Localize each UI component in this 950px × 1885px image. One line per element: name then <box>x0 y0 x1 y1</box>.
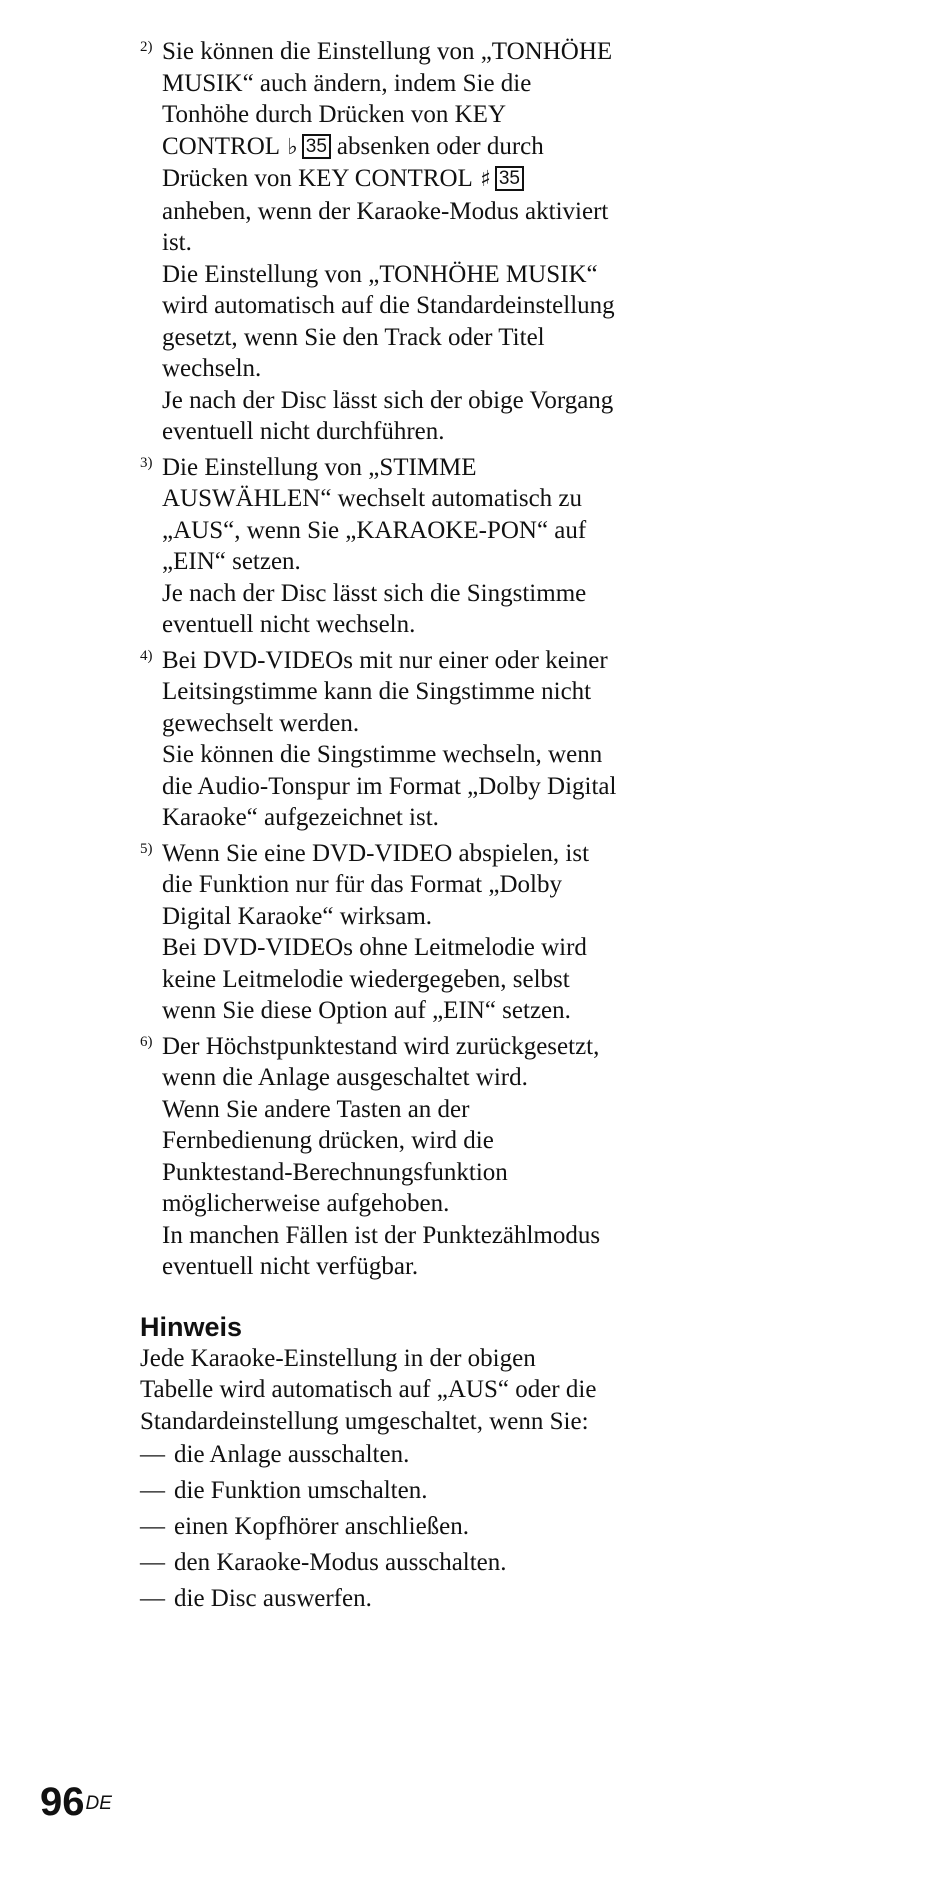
dash-bullet: — <box>140 1513 165 1540</box>
footnote-4 <box>140 645 700 834</box>
footnote-paragraph: Wenn Sie andere Tasten an der Fernbedienung drücken, wird die Punktestand-Berechnungsfunktion möglicherweise aufgehoben. <box>162 1095 508 1217</box>
footnote-marker: 5) <box>140 840 153 857</box>
page-language-suffix: DE <box>85 1793 112 1814</box>
note-list <box>140 1437 700 1617</box>
footnote-3 <box>140 452 700 641</box>
footnote-paragraph: Die Einstellung von „STIMME AUSWÄHLEN“ wechselt automatisch zu „AUS“, wenn Sie „KARAOKE-PON“ auf „EIN“ setzen. <box>162 453 587 575</box>
footnote-paragraph: In manchen Fällen ist der Punktezählmodus eventuell nicht verfügbar. <box>162 1221 601 1280</box>
dash-bullet: — <box>140 1441 165 1468</box>
list-item: — die Funktion umschalten. <box>140 1473 700 1509</box>
dash-bullet: — <box>140 1477 165 1504</box>
button-number-badge: 35 <box>302 134 331 159</box>
note-heading: Hinweis <box>140 1311 243 1342</box>
button-number-badge: 35 <box>495 166 524 191</box>
footnote-marker: 4) <box>140 647 153 664</box>
list-item: — die Anlage ausschalten. <box>140 1437 700 1473</box>
footnote-paragraph: Der Höchstpunktestand wird zurückgesetzt, wenn die Anlage ausgeschaltet wird. <box>162 1032 600 1091</box>
footnote-paragraph: Sie können die Einstellung von „TONHÖHE MUSIK“ auch ändern, indem Sie die Tonhöhe durch Drücken von KEY CONTROL ♭ 35 absenken oder durch Drücken von KEY CONTROL ♯ 35 anheben, wenn der Karaoke-Modus aktiviert ist. <box>162 38 613 256</box>
footnote-6 <box>140 1031 700 1283</box>
page-number: 96DE <box>40 1780 112 1824</box>
footnote-marker: 2) <box>140 39 153 55</box>
footnote-paragraph: Bei DVD-VIDEOs mit nur einer oder keiner Leitsingstimme kann die Singstimme nicht gewechselt werden. <box>162 646 608 737</box>
footnote-paragraph: Bei DVD-VIDEOs ohne Leitmelodie wird keine Leitmelodie wiedergegeben, selbst wenn Sie diese Option auf „EIN“ setzen. <box>162 934 587 1024</box>
footnote-paragraph: Wenn Sie eine DVD-VIDEO abspielen, ist die Funktion nur für das Format „Dolby Digital Karaoke“ wirksam. <box>162 839 590 930</box>
footnote-paragraph: Je nach der Disc lässt sich der obige Vorgang eventuell nicht durchführen. <box>162 386 614 445</box>
footnote-paragraph: Je nach der Disc lässt sich die Singstimme eventuell nicht wechseln. <box>162 579 587 638</box>
footnote-paragraph: Sie können die Singstimme wechseln, wenn die Audio-Tonspur im Format „Dolby Digital Karaoke“ aufgezeichnet ist. <box>162 741 617 831</box>
footnote-2 <box>140 36 700 448</box>
footnote-marker: 6) <box>140 1033 153 1050</box>
list-item: — die Disc auswerfen. <box>140 1581 700 1617</box>
note-intro: Jede Karaoke-Einstellung in der obigen Tabelle wird automatisch auf „AUS“ oder die Standardeinstellung umgeschaltet, wenn Sie: <box>140 1344 597 1435</box>
document-body <box>140 36 700 1617</box>
footnote-marker: 3) <box>140 454 153 471</box>
sharp-icon: ♯ <box>480 167 491 192</box>
dash-bullet: — <box>140 1585 165 1612</box>
list-item: — einen Kopfhörer anschließen. <box>140 1509 700 1545</box>
note-section <box>140 1311 700 1618</box>
flat-icon: ♭ <box>287 134 298 160</box>
footnote-5 <box>140 838 700 1027</box>
list-item: — den Karaoke-Modus ausschalten. <box>140 1545 700 1581</box>
dash-bullet: — <box>140 1549 165 1576</box>
footnote-paragraph: Die Einstellung von „TONHÖHE MUSIK“ wird automatisch auf die Standardeinstellung gesetzt, wenn Sie den Track oder Titel wechseln. <box>162 260 615 382</box>
